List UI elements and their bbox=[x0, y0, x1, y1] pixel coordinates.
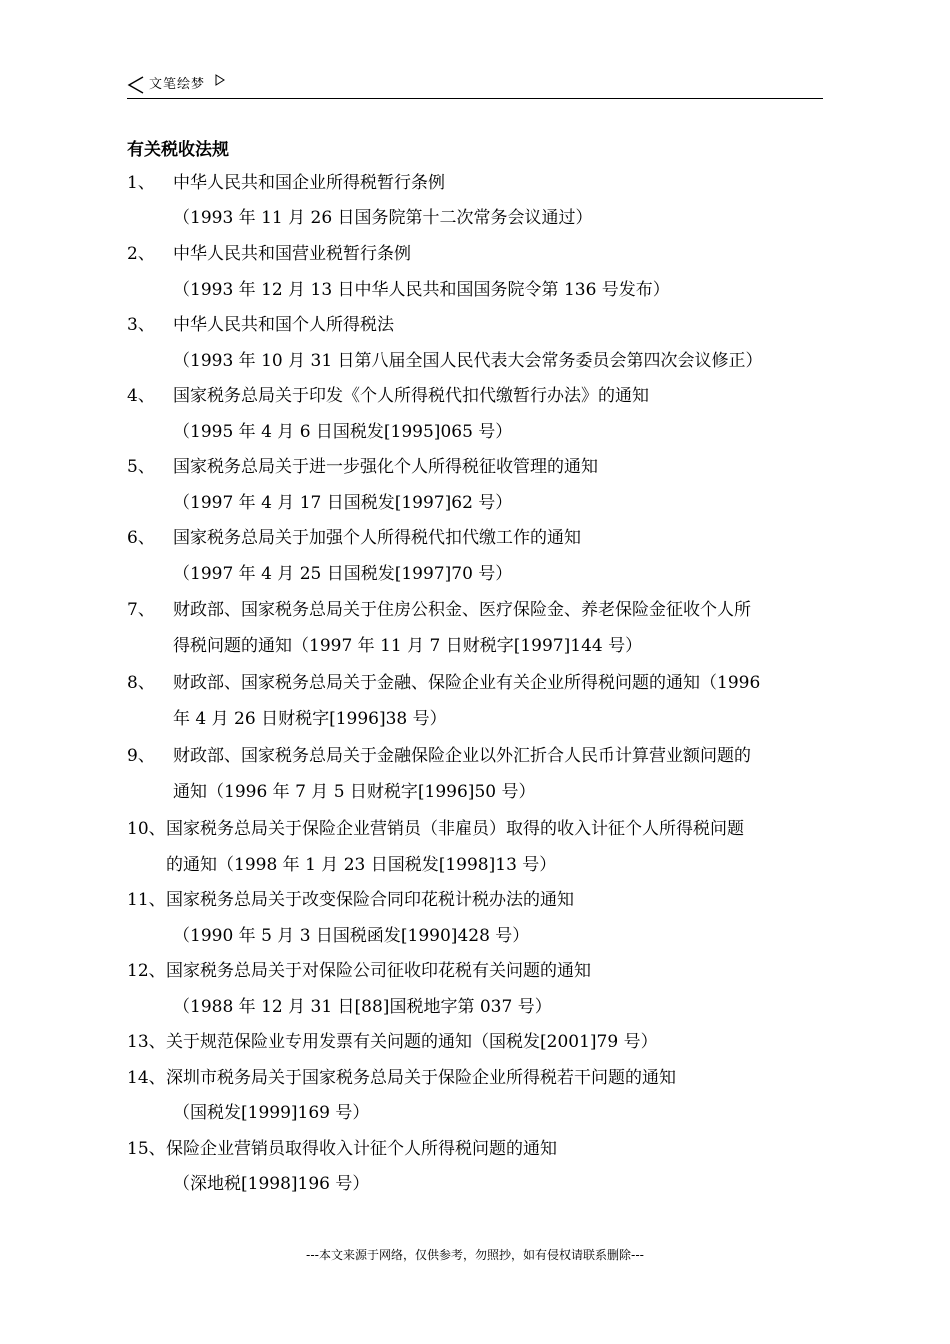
item-detail: （1997 年 4 月 17 日国税发[1997]62 号） bbox=[173, 493, 513, 513]
item-detail: （1993 年 11 月 26 日国务院第十二次常务会议通过） bbox=[173, 208, 593, 228]
item-number: 9、 bbox=[127, 746, 155, 766]
item-title: 财政部、国家税务总局关于住房公积金、医疗保险金、养老保险金征收个人所 bbox=[173, 600, 751, 620]
item-title: 深圳市税务局关于国家税务总局关于保险企业所得税若干问题的通知 bbox=[166, 1068, 676, 1088]
item-title: 国家税务总局关于印发《个人所得税代扣代缴暂行办法》的通知 bbox=[173, 386, 649, 406]
brand-name: 文笔绘梦 bbox=[149, 77, 206, 92]
item-detail: （1988 年 12 月 31 日[88]国税地字第 037 号） bbox=[173, 997, 552, 1017]
item-number: 1、 bbox=[127, 173, 155, 193]
item-number: 11、 bbox=[127, 890, 166, 910]
item-number: 4、 bbox=[127, 386, 155, 406]
item-number: 13、 bbox=[127, 1032, 166, 1052]
item-number: 7、 bbox=[127, 600, 155, 620]
item-title: 关于规范保险业专用发票有关问题的通知（国税发[2001]79 号） bbox=[166, 1032, 658, 1052]
item-detail: （1995 年 4 月 6 日国税发[1995]065 号） bbox=[173, 422, 513, 442]
item-detail: 的通知（1998 年 1 月 23 日国税发[1998]13 号） bbox=[166, 855, 557, 875]
item-number: 14、 bbox=[127, 1068, 166, 1088]
item-title: 国家税务总局关于进一步强化个人所得税征收管理的通知 bbox=[173, 457, 598, 477]
item-title: 中华人民共和国个人所得税法 bbox=[173, 315, 394, 335]
item-title: 保险企业营销员取得收入计征个人所得税问题的通知 bbox=[166, 1139, 557, 1159]
left-triangle-icon bbox=[127, 76, 145, 94]
item-number: 15、 bbox=[127, 1139, 166, 1159]
item-number: 2、 bbox=[127, 244, 155, 264]
item-title: 中华人民共和国企业所得税暂行条例 bbox=[173, 173, 445, 193]
item-title: 财政部、国家税务总局关于金融、保险企业有关企业所得税问题的通知（1996 bbox=[173, 673, 761, 693]
item-number: 12、 bbox=[127, 961, 166, 981]
item-detail: （国税发[1999]169 号） bbox=[173, 1103, 370, 1123]
item-detail: 年 4 月 26 日财税字[1996]38 号） bbox=[173, 709, 447, 729]
item-title: 国家税务总局关于加强个人所得税代扣代缴工作的通知 bbox=[173, 528, 581, 548]
document-title: 有关税收法规 bbox=[127, 140, 229, 160]
item-title: 中华人民共和国营业税暂行条例 bbox=[173, 244, 411, 264]
item-number: 10、 bbox=[127, 819, 166, 839]
item-number: 8、 bbox=[127, 673, 155, 693]
item-detail: （1993 年 12 月 13 日中华人民共和国国务院令第 136 号发布） bbox=[173, 280, 670, 300]
item-detail: （1997 年 4 月 25 日国税发[1997]70 号） bbox=[173, 564, 513, 584]
item-number: 5、 bbox=[127, 457, 155, 477]
item-detail: （深地税[1998]196 号） bbox=[173, 1174, 370, 1194]
item-detail: 得税问题的通知（1997 年 11 月 7 日财税字[1997]144 号） bbox=[173, 636, 643, 656]
item-title: 国家税务总局关于对保险公司征收印花税有关问题的通知 bbox=[166, 961, 591, 981]
item-number: 3、 bbox=[127, 315, 155, 335]
item-detail: 通知（1996 年 7 月 5 日财税字[1996]50 号） bbox=[173, 782, 536, 802]
item-title: 国家税务总局关于保险企业营销员（非雇员）取得的收入计征个人所得税问题 bbox=[166, 819, 744, 839]
item-title: 国家税务总局关于改变保险合同印花税计税办法的通知 bbox=[166, 890, 574, 910]
item-detail: （1990 年 5 月 3 日国税函发[1990]428 号） bbox=[173, 926, 530, 946]
page-header bbox=[127, 72, 823, 99]
item-number: 6、 bbox=[127, 528, 155, 548]
item-title: 财政部、国家税务总局关于金融保险企业以外汇折合人民币计算营业额问题的 bbox=[173, 746, 751, 766]
right-triangle-icon bbox=[215, 74, 225, 86]
footer-disclaimer: ---本文来源于网络，仅供参考，勿照抄，如有侵权请联系删除--- bbox=[306, 1248, 644, 1262]
item-detail: （1993 年 10 月 31 日第八届全国人民代表大会常务委员会第四次会议修正） bbox=[173, 351, 763, 371]
